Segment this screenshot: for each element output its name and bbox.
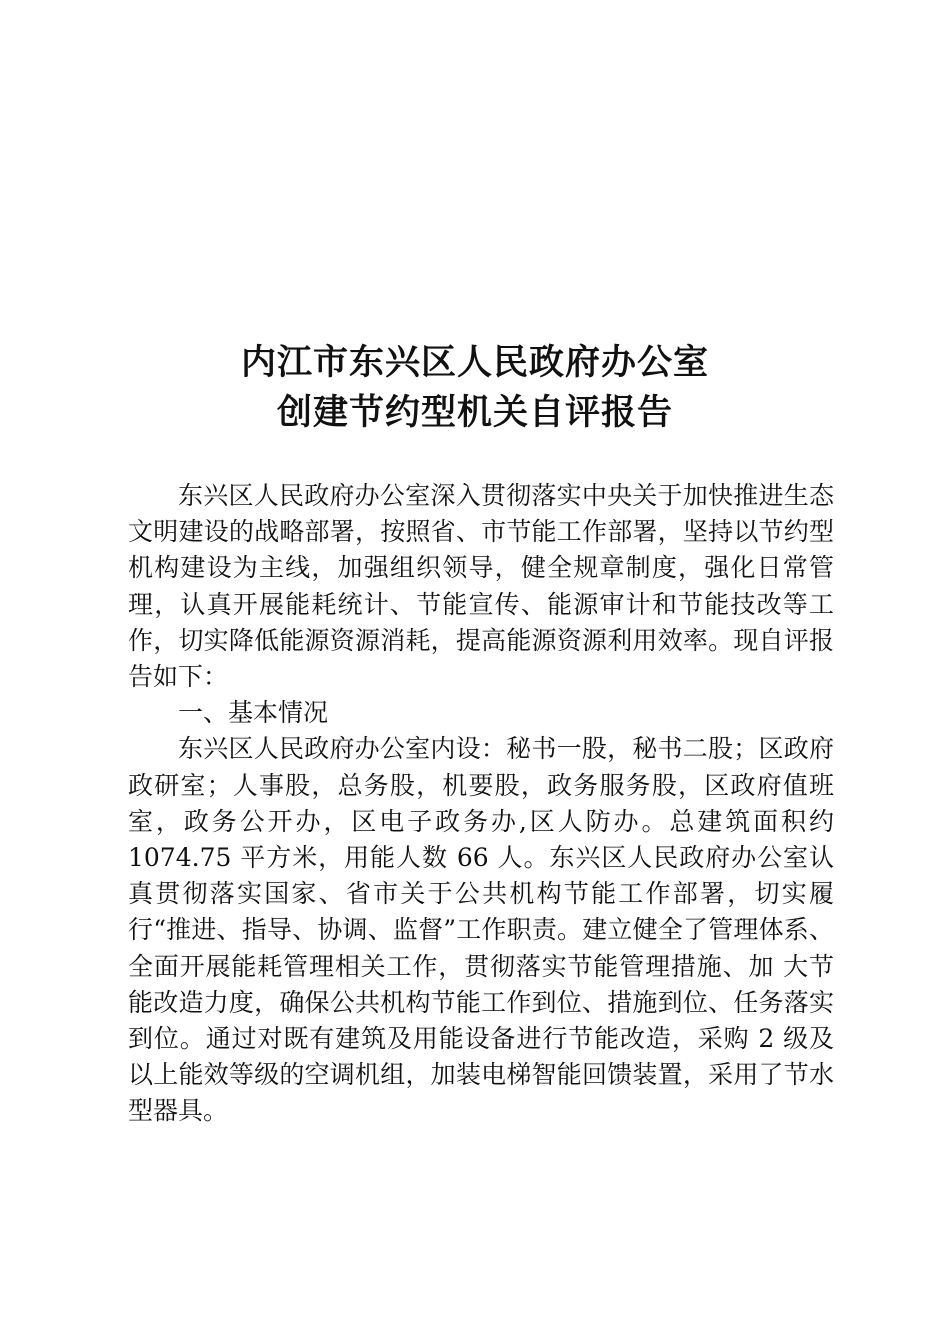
- document-body: [128, 478, 834, 1130]
- section-heading-basic-info: 一、基本情况: [178, 698, 329, 728]
- document-title: [0, 338, 950, 438]
- basic-info-paragraph: 东兴区人民政府办公室内设：秘书一股，秘书二股；区政府政研室；人事股，总务股，机要股，政务服务股，区政府值班室，政务公开办，区电子政务办,区人防办。总建筑面积约 1074.75 平方米，用能人数 66 人。东兴区人民政府办公室认真贯彻落实国家、省市关于公共机构节能工作部署，切实履行“推进、指导、协调、监督”工作职责。建立健全了管理体系、全面开展能耗管理相关工作，贯彻落实节能管理措施、加 大节能改造力度，确保公共机构节能工作到位、措施到位、任务落实到位。通过对既有建筑及用能设备进行节能改造，采购 2 级及以上能效等级的空调机组，加装电梯智能回馈装置，采用了节水型器具。: [128, 734, 834, 1126]
- title-line-2: 创建节约型机关自评报告: [276, 392, 673, 433]
- title-line-1: 内江市东兴区人民政府办公室: [240, 342, 709, 383]
- intro-paragraph: 东兴区人民政府办公室深入贯彻落实中央关于加快推进生态文明建设的战略部署，按照省、市节能工作部署，坚持以节约型机构建设为主线，加强组织领导，健全规章制度，强化日常管理，认真开展能耗统计、节能宣传、能源审计和节能技改等工作，切实降低能源资源消耗，提高能源资源利用效率。现自评报告如下：: [128, 481, 834, 692]
